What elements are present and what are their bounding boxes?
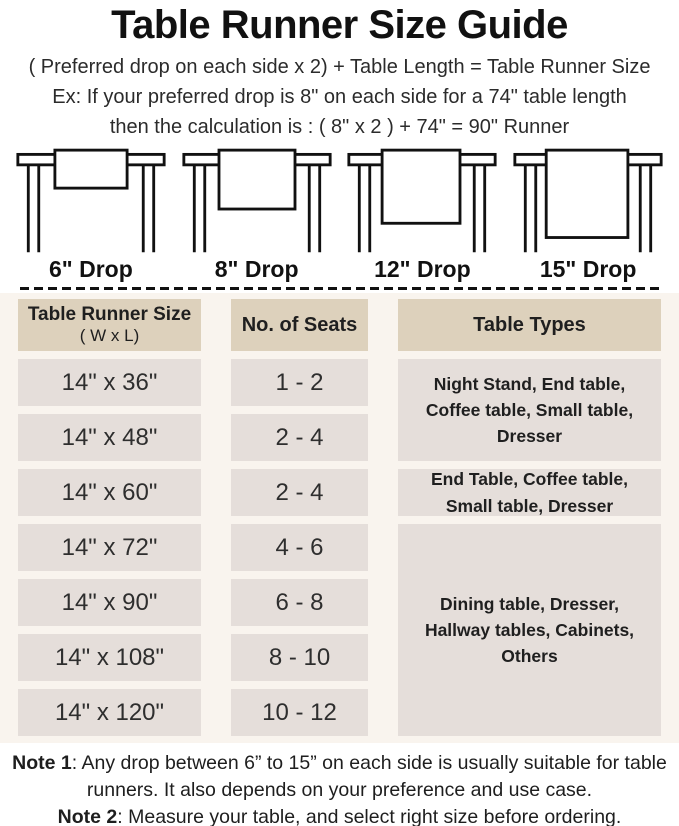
runner-size-cell: 14" x 60" [18,469,201,516]
note-1-label: Note 1 [12,752,72,774]
seats-cell: 2 - 4 [231,469,368,516]
seats-cell: 2 - 4 [231,414,368,461]
drop-illustrations [0,140,679,283]
dashed-divider [20,287,661,290]
notes [0,750,679,826]
note-1 [4,750,675,804]
runner-shape [382,150,460,223]
note-1-text: : Any drop between 6” to 15” on each side is usually suitable for table runners. It also depends on your preference and use case. [71,752,667,801]
runner-size-cell: 14" x 72" [18,524,201,571]
header-seats: No. of Seats [231,299,368,351]
header-runner-size-title: Table Runner Size [27,304,192,326]
drop-label-8: 8" Drop [214,256,299,282]
table-types-cell: End Table, Coffee table, Small table, Dresser [398,469,661,516]
runner-shape [546,150,628,237]
runner-size-cell: 14" x 120" [18,689,201,736]
drop-label-6: 6" Drop [49,256,133,282]
drop-figure-6 [8,145,174,283]
runner-size-cell: 14" x 90" [18,579,201,626]
seats-cell: 8 - 10 [231,634,368,681]
runner-size-cell: 14" x 48" [18,414,201,461]
seats-cell: 10 - 12 [231,689,368,736]
note-2 [4,804,675,826]
header [0,0,679,140]
note-2-text: : Measure your table, and select right size before ordering. [117,805,622,826]
note-2-label: Note 2 [57,805,118,826]
example-line-1: Ex: If your preferred drop is 8" on each side for a 74" table length [52,86,627,108]
table-types-cell: Night Stand, End table, Coffee table, Small table, Dresser [398,359,661,461]
table-with-runner-drawing [181,145,333,255]
size-table-section [0,293,679,743]
header-table-types: Table Types [398,299,661,351]
header-runner-size [18,299,201,351]
seats-cell: 6 - 8 [231,579,368,626]
drop-label-15: 15" Drop [539,256,637,282]
table-with-runner-drawing [15,145,167,255]
size-table [18,299,661,736]
formula-line: ( Preferred drop on each side x 2) + Table Length = Table Runner Size [28,56,651,78]
table-types-cell: Dining table, Dresser, Hallway tables, Cabinets, Others [398,524,661,736]
drop-figure-12 [340,145,506,283]
drop-label-12: 12" Drop [374,256,471,282]
runner-size-cell: 14" x 108" [18,634,201,681]
drop-figure-8 [174,145,340,283]
page-title: Table Runner Size Guide [111,3,568,47]
table-with-runner-drawing [346,145,498,255]
drop-figure-15 [505,145,671,283]
runner-shape [55,150,127,188]
example-line-2: then the calculation is : ( 8" x 2 ) + 74" = 90" Runner [109,116,570,138]
table-with-runner-drawing [512,145,664,255]
header-runner-size-subtitle: ( W x L) [79,326,140,346]
runner-shape [219,150,295,209]
runner-size-cell: 14" x 36" [18,359,201,406]
seats-cell: 4 - 6 [231,524,368,571]
seats-cell: 1 - 2 [231,359,368,406]
